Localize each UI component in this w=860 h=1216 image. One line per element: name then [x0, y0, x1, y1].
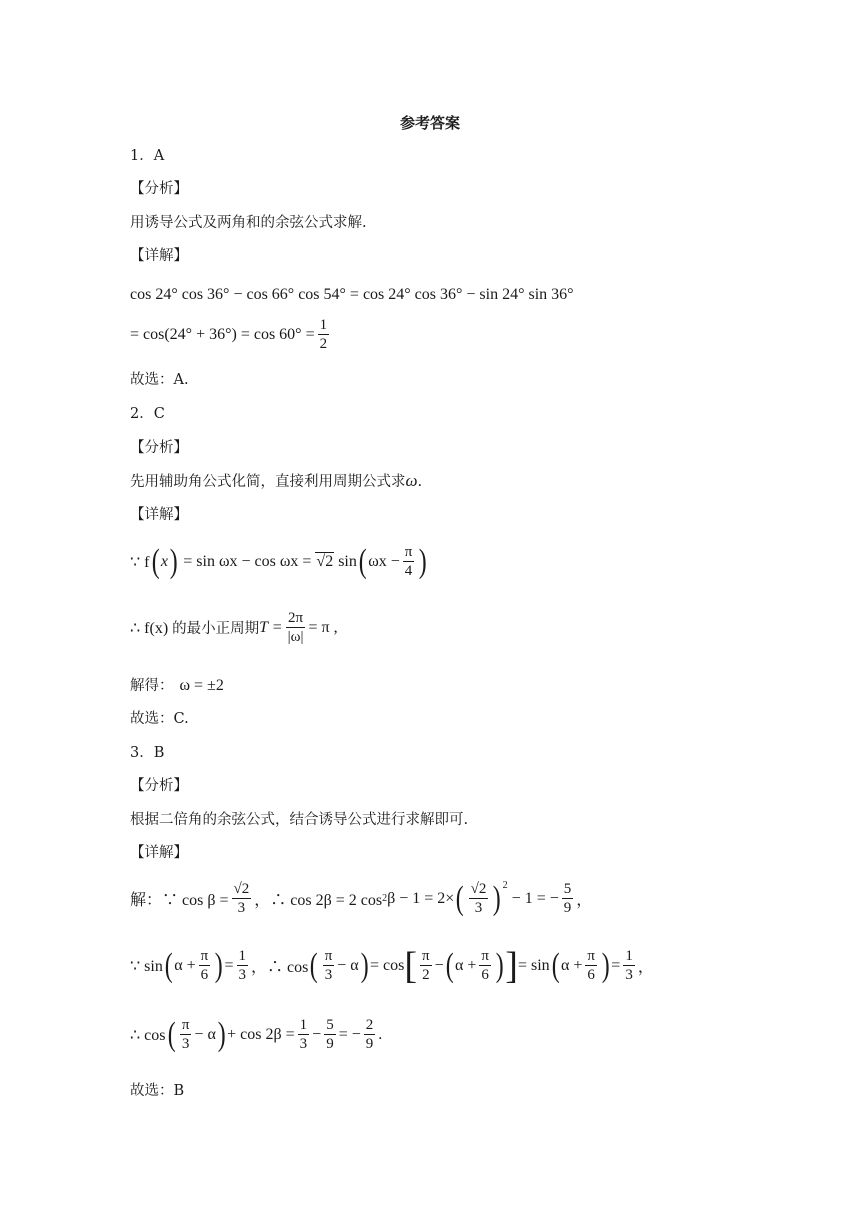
q1-analysis: 用诱导公式及两角和的余弦公式求解. [130, 215, 367, 231]
fraction: $\frac{\pi}{6}$ [481, 948, 489, 983]
q1-answer: 故选：A. [130, 372, 189, 388]
q1-detail-label: 【详解】 [130, 248, 188, 264]
q3-head: 3．B [130, 745, 165, 761]
q3-equation-2: ∵ sin ( α + $\frac{\pi}{6}$ ) = $\frac{1}{3}$ ，∴ cos ( $\frac{\pi}{3}$ − α ) = cos [ $\frac{\pi}{2}$ − ( α + $\frac{\pi}{6}$ ) ] = sin ( α + $\frac{\pi}{6}$ ) = $\frac{1}{3}$ ， [130, 944, 654, 987]
page-title: 参考答案 [399, 114, 460, 132]
fraction: $\frac{\pi}{6}$ [200, 948, 209, 983]
fraction: $\frac{\pi}{3}$ [324, 948, 333, 983]
q1-head: 1．A [130, 148, 165, 164]
q2-analysis: 先用辅助角公式化简，直接利用周期公式求ω. [130, 471, 423, 490]
fraction: $\frac{\pi}{4}$ [404, 544, 413, 579]
q2-head: 2．C [130, 406, 165, 422]
fraction: $\frac{5}{9}$ [563, 881, 572, 916]
fraction: $\frac{1}{2}$ [319, 317, 328, 352]
q3-equation-1: 解：∵ cos β = $\frac{√2}{3}$ ，∴ cos 2β = 2 cos 2 β − 1 = 2× ( $\frac{√2}{3}$ ) 2 − 1 = − $\frac{5}{9}$ ， [130, 879, 593, 917]
q3-analysis: 根据二倍角的余弦公式，结合诱导公式进行求解即可. [130, 812, 469, 828]
fraction: $\frac{√2}{3}$ [233, 881, 250, 916]
q2-equation-2: ∴ f(x) 的最小正周期 T = $\frac{2\pi}{|\omega|}$ = π , [130, 610, 338, 645]
q3-analysis-label: 【分析】 [130, 778, 188, 794]
fraction: $\frac{2}{9}$ [365, 1017, 374, 1052]
fraction: $\frac{2\pi}{|\omega|}$ [287, 610, 304, 645]
fraction: $\frac{1}{3}$ [238, 948, 247, 983]
fraction: $\frac{\pi}{3}$ [181, 1017, 190, 1052]
q2-analysis-label: 【分析】 [130, 440, 188, 456]
q3-equation-3: ∴ cos ( $\frac{\pi}{3}$ − α ) + cos 2β = $\frac{1}{3}$ − $\frac{5}{9}$ = − $\frac{2}{9}$ . [130, 1015, 383, 1053]
fraction: $\frac{√2}{3}$ [470, 881, 487, 916]
fraction: $\frac{5}{9}$ [326, 1017, 334, 1052]
fraction: $\frac{1}{3}$ [625, 948, 633, 983]
q1-analysis-label: 【分析】 [130, 181, 188, 197]
fraction: $\frac{1}{3}$ [299, 1017, 308, 1052]
fraction: $\frac{\pi}{6}$ [587, 948, 595, 983]
q1-equation-1: cos 24° cos 36° − cos 66° cos 54° = cos 24° cos 36° − sin 24° sin 36° [130, 286, 574, 303]
q3-detail-label: 【详解】 [130, 845, 188, 861]
q1-equation-2: = cos(24° + 36°) = cos 60° = $\frac{1}{2}$ [130, 317, 328, 352]
fraction: $\frac{\pi}{2}$ [422, 948, 430, 983]
q2-solve: 解得： ω = ±2 [130, 677, 224, 694]
q2-answer: 故选：C. [130, 711, 189, 727]
q2-equation-1: ∵ f ( x ) = sin ωx − cos ωx = √2 sin ( ωx − $\frac{\pi}{4}$ ) [130, 542, 427, 580]
q2-detail-label: 【详解】 [130, 507, 188, 523]
q3-answer: 故选：B [130, 1083, 185, 1099]
